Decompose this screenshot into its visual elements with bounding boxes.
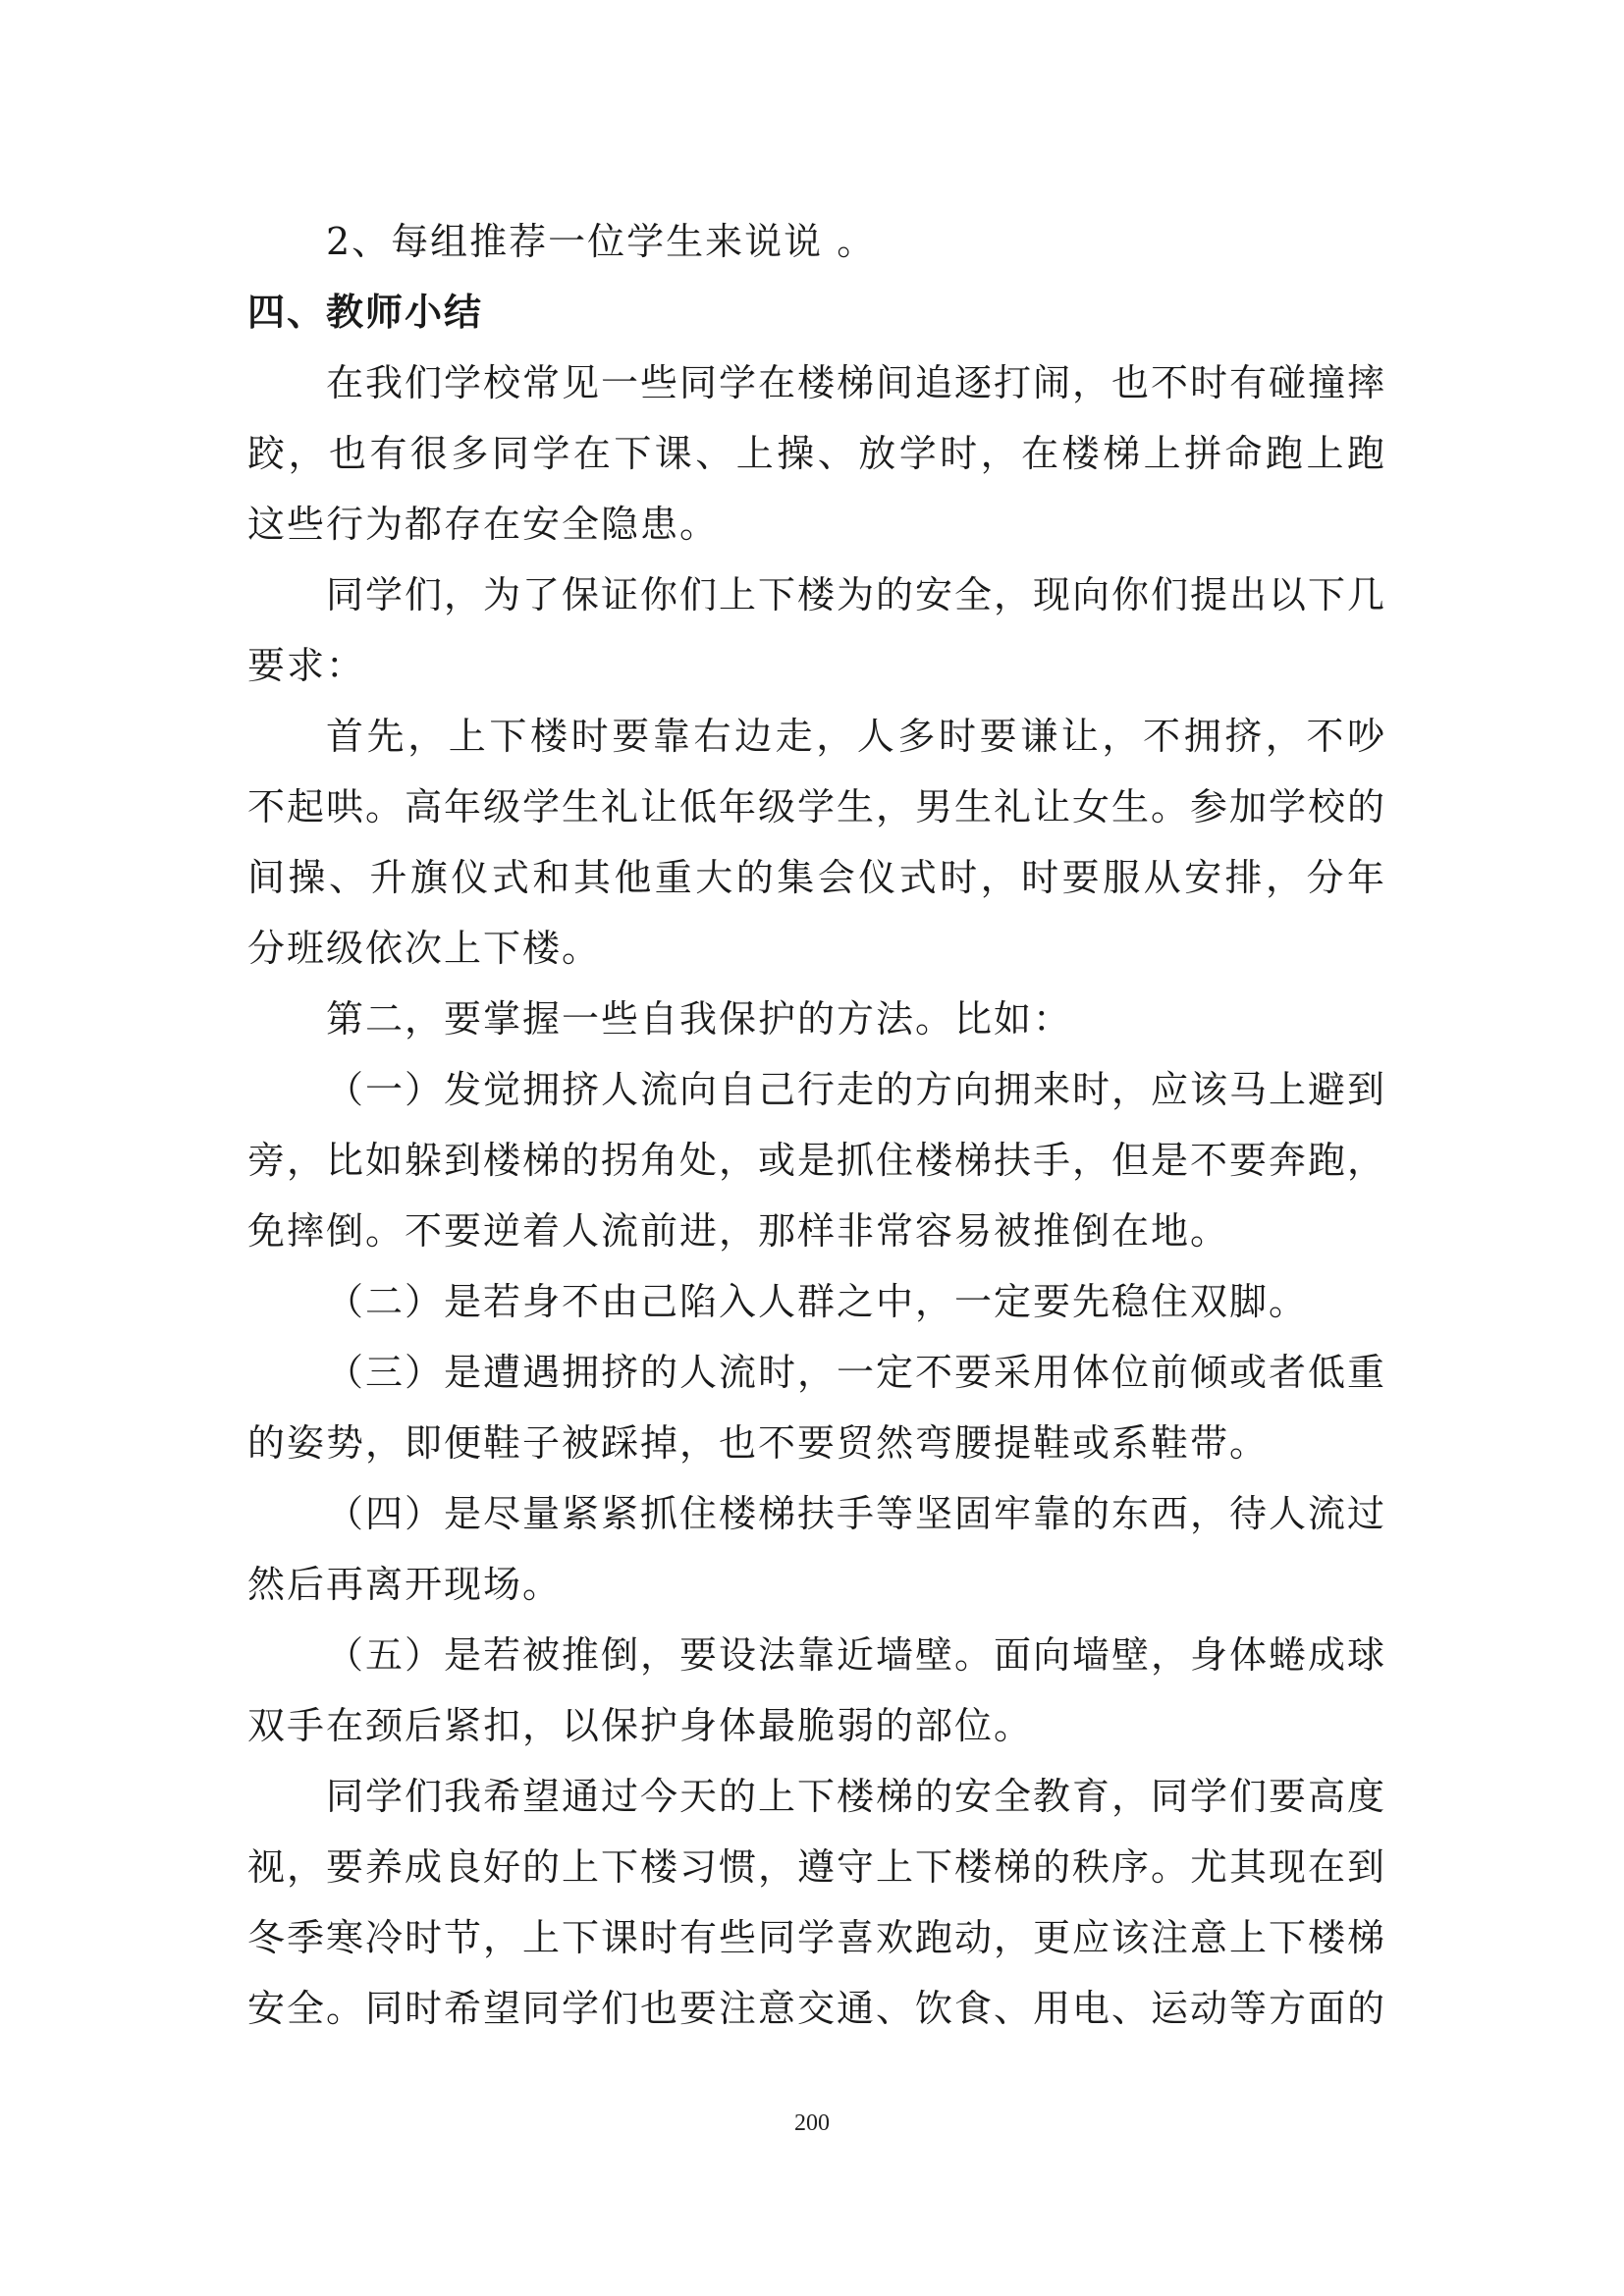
paragraph-line: （二）是若身不由己陷入人群之中，一定要先稳住双脚。	[326, 1280, 1309, 1323]
paragraph-line: 冬季寒冷时节，上下课时有些同学喜欢跑动，更应该注意上下楼梯	[247, 1916, 1386, 1959]
paragraph-line: 间操、升旗仪式和其他重大的集会仪式时，时要服从安排，分年	[247, 856, 1386, 899]
paragraph-line: 跤，也有很多同学在下课、上操、放学时，在楼梯上拼命跑上跑	[247, 432, 1386, 475]
paragraph-line: 同学们我希望通过今天的上下楼梯的安全教育，同学们要高度	[326, 1775, 1386, 1818]
paragraph-line: 不起哄。高年级学生礼让低年级学生，男生礼让女生。参加学校的	[247, 785, 1386, 828]
paragraph-line: 然后再离开现场。	[247, 1563, 563, 1606]
section-heading-teacher-summary: 四、教师小结	[247, 291, 484, 334]
paragraph-line: （五）是若被推倒，要设法靠近墙壁。面向墙壁，身体蜷成球	[326, 1633, 1386, 1677]
paragraph-line: 要求：	[247, 644, 366, 687]
list-item-recommend-student: 2、每组推荐一位学生来说说 。	[326, 220, 877, 263]
paragraph-line: 旁，比如躲到楼梯的拐角处，或是抓住楼梯扶手，但是不要奔跑，	[247, 1139, 1386, 1182]
paragraph-line: 第二，要掌握一些自我保护的方法。比如：	[326, 997, 1073, 1041]
paragraph-line: 免摔倒。不要逆着人流前进，那样非常容易被推倒在地。	[247, 1209, 1230, 1253]
paragraph-line: 在我们学校常见一些同学在楼梯间追逐打闹，也不时有碰撞摔	[326, 361, 1386, 404]
paragraph-line: （四）是尽量紧紧抓住楼梯扶手等坚固牢靠的东西，待人流过	[326, 1492, 1386, 1535]
paragraph-line: 的姿势，即便鞋子被踩掉，也不要贸然弯腰提鞋或系鞋带。	[247, 1421, 1270, 1465]
paragraph-line: 视，要养成良好的上下楼习惯，遵守上下楼梯的秩序。尤其现在到	[247, 1845, 1386, 1889]
paragraph-line: 首先，上下楼时要靠右边走，人多时要谦让，不拥挤，不吵	[326, 715, 1386, 758]
paragraph-line: 同学们，为了保证你们上下楼为的安全，现向你们提出以下几	[326, 573, 1386, 616]
paragraph-line: 分班级依次上下楼。	[247, 927, 602, 970]
paragraph-line: （三）是遭遇拥挤的人流时，一定不要采用体位前倾或者低重	[326, 1351, 1386, 1394]
page-number: 200	[794, 2110, 830, 2136]
paragraph-line: （一）发觉拥挤人流向自己行走的方向拥来时，应该马上避到	[326, 1068, 1386, 1111]
paragraph-line: 这些行为都存在安全隐患。	[247, 503, 720, 546]
body-text	[247, 206, 1386, 2044]
paragraph-line: 双手在颈后紧扣，以保护身体最脆弱的部位。	[247, 1704, 1034, 1747]
paragraph-line: 安全。同时希望同学们也要注意交通、饮食、用电、运动等方面的	[247, 1987, 1386, 2030]
